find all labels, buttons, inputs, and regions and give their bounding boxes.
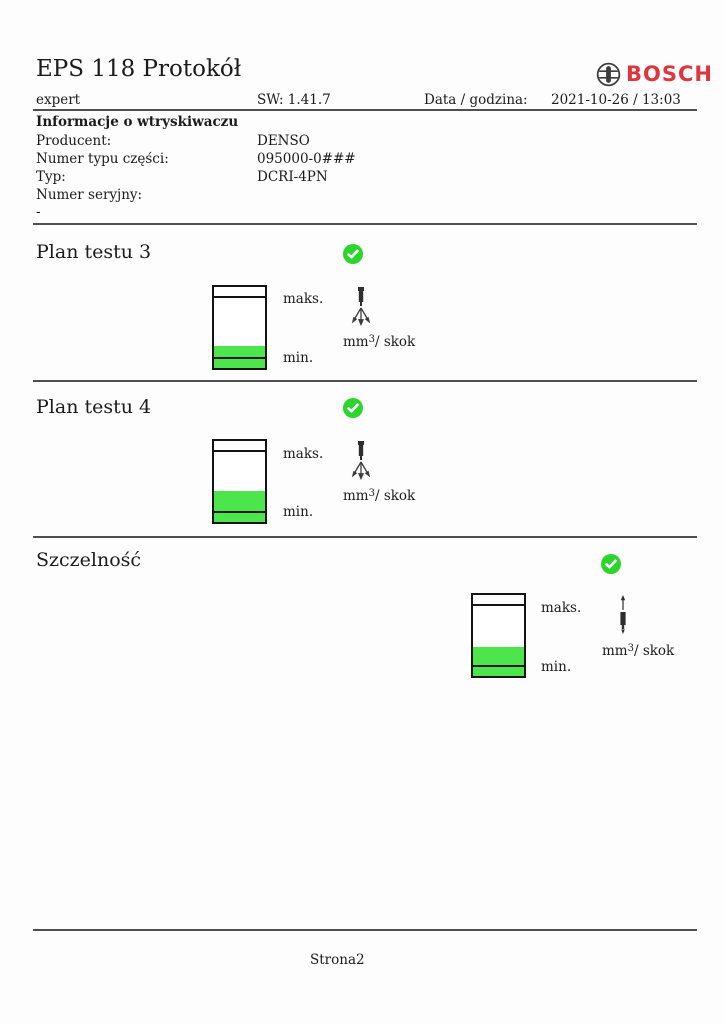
- check-circle-icon: [601, 554, 621, 574]
- gauge-fill: [473, 647, 524, 676]
- divider: [33, 109, 697, 111]
- gauge-min-label: min.: [541, 659, 572, 675]
- datetime-label: Data / godzina:: [424, 92, 528, 108]
- info-row-value: DCRI-4PN: [257, 169, 328, 185]
- bosch-wordmark: BOSCH: [626, 62, 713, 86]
- injector-spray-icon: [349, 286, 373, 329]
- divider: [33, 536, 697, 538]
- unit-suffix: / skok: [374, 488, 416, 504]
- unit-label: [343, 488, 415, 504]
- info-row-label: Typ:: [36, 169, 66, 185]
- unit-prefix: mm: [602, 643, 628, 659]
- profile-label: expert: [36, 92, 81, 108]
- gauge-fill: [214, 491, 265, 522]
- info-row-label: Producent:: [36, 133, 112, 149]
- gauge-max-line: [473, 604, 524, 606]
- page-title: EPS 118 Protokół: [36, 56, 242, 82]
- volume-gauge: [471, 593, 526, 678]
- info-row-value: DENSO: [257, 133, 310, 149]
- unit-superscript: 3: [368, 334, 375, 345]
- info-row-label: Numer seryjny:: [36, 187, 143, 203]
- page-number-label: Strona2: [310, 952, 365, 968]
- empty-serial-placeholder: -: [36, 204, 41, 220]
- info-row-value: 095000-0###: [257, 151, 356, 167]
- return-flow-arrow-icon: [616, 594, 630, 636]
- bosch-logo: [596, 62, 713, 87]
- gauge-min-line: [214, 357, 265, 359]
- unit-prefix: mm: [343, 334, 369, 350]
- check-circle-icon: [343, 398, 363, 418]
- injector-info-heading: Informacje o wtryskiwaczu: [36, 114, 239, 130]
- volume-gauge: [212, 285, 267, 370]
- unit-suffix: / skok: [633, 643, 675, 659]
- unit-label: [602, 643, 674, 659]
- injector-spray-icon: [349, 440, 373, 483]
- gauge-min-line: [473, 665, 524, 667]
- unit-label: [343, 334, 415, 350]
- gauge-min-line: [214, 511, 265, 513]
- divider: [33, 380, 697, 382]
- info-row-label: Numer typu części:: [36, 151, 169, 167]
- unit-superscript: 3: [368, 488, 375, 499]
- gauge-max-label: maks.: [283, 291, 324, 307]
- gauge-min-label: min.: [283, 350, 314, 366]
- gauge-max-line: [214, 296, 265, 298]
- bosch-armature-icon: [596, 62, 621, 87]
- software-version: SW: 1.41.7: [257, 92, 331, 108]
- gauge-max-label: maks.: [541, 600, 582, 616]
- divider: [33, 929, 697, 931]
- datetime-value: 2021-10-26 / 13:03: [551, 92, 681, 108]
- gauge-min-label: min.: [283, 504, 314, 520]
- section-heading-plan-testu-3: Plan testu 3: [36, 241, 152, 263]
- gauge-max-label: maks.: [283, 446, 324, 462]
- section-heading-szczelnosc: Szczelność: [36, 549, 142, 571]
- check-circle-icon: [343, 244, 363, 264]
- volume-gauge: [212, 439, 267, 524]
- gauge-max-line: [214, 450, 265, 452]
- unit-prefix: mm: [343, 488, 369, 504]
- unit-superscript: 3: [627, 643, 634, 654]
- section-heading-plan-testu-4: Plan testu 4: [36, 396, 152, 418]
- divider: [33, 223, 697, 225]
- unit-suffix: / skok: [374, 334, 416, 350]
